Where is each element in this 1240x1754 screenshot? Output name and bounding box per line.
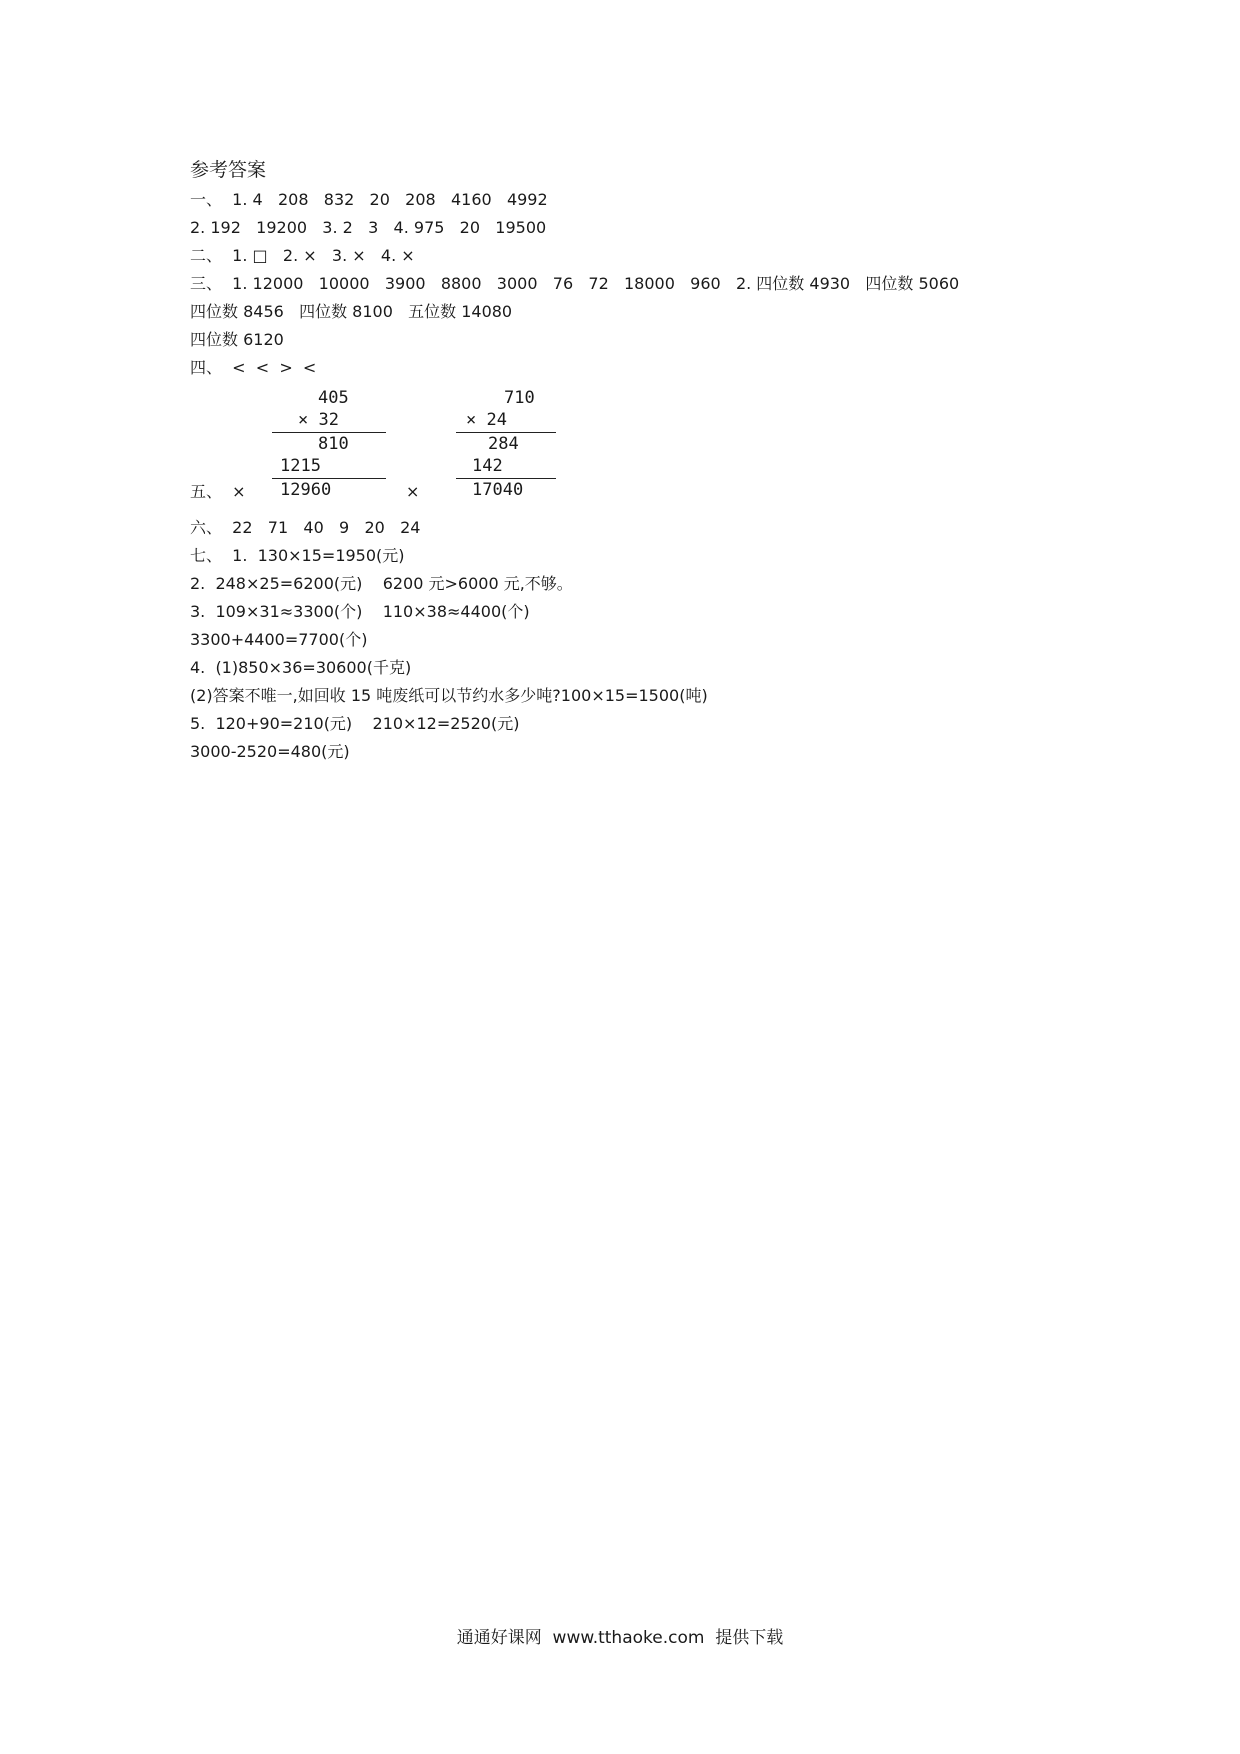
calc2-rule-2: [456, 478, 556, 479]
answer-section-4: 四、 < < > <: [190, 358, 317, 377]
calc1-product: 12960: [280, 480, 332, 500]
answer-section-7-q4-line-2: (2)答案不唯一,如回收 15 吨废纸可以节约水多少吨?100×15=1500(吨): [190, 686, 708, 705]
answer-section-7-q1: 七、 1. 130×15=1950(元): [190, 546, 405, 565]
answer-section-3-line-3: 四位数 6120: [190, 330, 284, 349]
calc1-partial-2: 1215: [280, 456, 321, 476]
calc2-partial-2: 142: [472, 456, 503, 476]
answer-section-7-q3-line-1: 3. 109×31≈3300(个) 110×38≈4400(个): [190, 602, 530, 621]
calc1-rule-1: [272, 432, 386, 433]
answer-section-7-q3-line-2: 3300+4400=7700(个): [190, 630, 368, 649]
answer-section-7-q5-line-2: 3000-2520=480(元): [190, 742, 350, 761]
answer-section-6: 六、 22 71 40 9 20 24: [190, 518, 421, 537]
calc1-rule-2: [272, 478, 386, 479]
answer-section-1-line-1: 一、 1. 4 208 832 20 208 4160 4992: [190, 190, 548, 209]
calc2-rule-1: [456, 432, 556, 433]
answer-section-5-mark: ×: [406, 482, 420, 501]
answer-section-3-line-1: 三、 1. 12000 10000 3900 8800 3000 76 72 18000 960 2. 四位数 4930 四位数 5060: [190, 274, 960, 293]
calc2-partial-1: 284: [488, 434, 519, 454]
calc2-multiplicand: 710: [504, 388, 535, 408]
answer-section-7-q4-line-1: 4. (1)850×36=30600(千克): [190, 658, 412, 677]
answer-section-1-line-2: 2. 192 19200 3. 2 3 4. 975 20 19500: [190, 218, 547, 237]
calc1-partial-1: 810: [318, 434, 349, 454]
calc2-multiplier: × 24: [466, 410, 507, 430]
answer-section-3-line-2: 四位数 8456 四位数 8100 五位数 14080: [190, 302, 513, 321]
answer-section-7-q2: 2. 248×25=6200(元) 6200 元>6000 元,不够。: [190, 574, 573, 593]
answer-section-7-q5-line-1: 5. 120+90=210(元) 210×12=2520(元): [190, 714, 520, 733]
page-footer: 通通好课网 www.tthaoke.com 提供下载: [456, 1628, 784, 1648]
page-title: 参考答案: [190, 159, 267, 181]
calc1-multiplicand: 405: [318, 388, 349, 408]
calc2-product: 17040: [472, 480, 524, 500]
answer-section-5-label: 五、 ×: [190, 482, 246, 501]
calc1-multiplier: × 32: [298, 410, 339, 430]
answer-section-2: 二、 1. □ 2. × 3. × 4. ×: [190, 246, 415, 265]
